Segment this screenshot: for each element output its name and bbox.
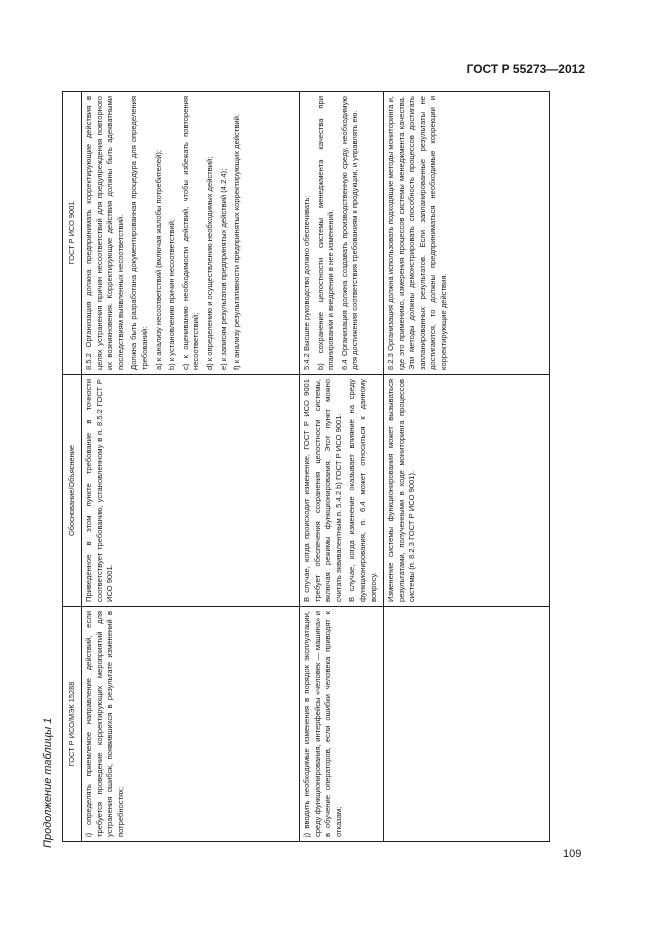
cell-text: 6.4 Организация должна создавать производственную среду, необходимую для достижения соответствия требованиям к продукции, и управлять ею.	[339, 96, 360, 370]
column-header: ГОСТ Р ИСО 9001	[63, 92, 82, 375]
cell-text: b) к установлению причин несоответствий;	[167, 219, 177, 370]
page-number: 109	[563, 848, 582, 860]
comparison-table	[62, 91, 550, 842]
cell-text: c) к оцениванию необходимости действий, чтобы избежать повторения несоответствий;	[180, 96, 201, 370]
cell-text: a) к анализу несоответствий (включая жалобы потребителей);	[153, 150, 163, 370]
table-cell	[82, 92, 300, 375]
cell-text: 8.2.3 Организация должна использовать подходящие методы мониторинга и, где это применимо, измерения процессов системы менеджмента качества. Эти методы должны демонстрировать способность процессов достигать запланированных результатов. Если запланированные результаты не достигаются, то должны предприниматься необходимые коррекции и корректирующие действия.	[386, 96, 448, 370]
table-header-row	[63, 92, 82, 842]
cell-text: В случае, когда изменение оказывает влияние на среду функционирования, п. 6.4 может относиться к данному вопросу.	[347, 379, 378, 602]
table-cell	[384, 92, 550, 375]
table-cell	[384, 375, 550, 607]
cell-text: b) сохранение целостности системы менеджмента качества при планировании и внедрении в нее изменений.	[315, 96, 336, 370]
rotated-table-container	[62, 92, 550, 842]
table-cell	[300, 375, 384, 607]
cell-text: d) к определению и осуществлению необходимых действий;	[204, 156, 214, 370]
table-cell	[82, 375, 300, 607]
cell-text: В случае, когда происходит изменение, ГОСТ Р ИСО 9001 требует обеспечения сохранения целостности системы, включая режимы функционирования. Этот пункт можно считать эквивалентным п. 5.4.2 b) ГОСТ Р ИСО 9001.	[302, 379, 343, 602]
table-cell	[300, 92, 384, 375]
cell-text: j) вводить необходимые изменения в порядок эксплуатации, среду функционирования, интерфейсы «человек — машина» и в обучение операторов, если ошибки человека приводят к отказам;	[302, 611, 343, 837]
cell-text: 8.5.2 Организация должна предпринимать корректирующие действия в целях устранения причин несоответствий для предупреждения повторного их возникновения. Корректирующие действия должны быть адекватными последствиям выявленных несоответствий.	[84, 96, 125, 370]
cell-text: Приведенное в этом пункте требование в точности соответствует требованию, установленному в п. 8.5.2 ГОСТ Р ИСО 9001.	[84, 379, 115, 602]
table-row	[82, 92, 300, 842]
cell-text: i) определять приемлемое направление действий, если требуется проведение корректирующих мероприятий для устранения ошибок, появившихся в результате изменений в потребностях;	[84, 611, 125, 837]
table-cell	[384, 607, 550, 842]
table-cell	[82, 607, 300, 842]
table-caption: Продолжение таблицы 1	[42, 717, 54, 848]
standard-code: ГОСТ Р 55273—2012	[466, 62, 585, 76]
cell-text: 5.4.2 Высшее руководство должно обеспечивать:	[302, 195, 311, 370]
column-header: ГОСТ Р ИСО/МЭК 15288	[63, 607, 82, 842]
cell-text: f) к анализу результативности предпринятых корректирующих действий.	[232, 114, 242, 370]
table-cell	[300, 607, 384, 842]
cell-text: e) к записям результатов предпринятых действий (4.2.4);	[218, 168, 228, 370]
column-header: Обоснование/Объяснение	[63, 375, 82, 607]
cell-text: Изменение системы функционирования может вызываться результатами, полученными в ходе мониторинга процессов системы (п. 8.2.3 ГОСТ Р ИСО 9001).	[386, 379, 417, 602]
table-row	[300, 92, 384, 842]
cell-text: Должна быть разработана документированная процедура для определения требований:	[129, 96, 149, 370]
table-row	[384, 92, 550, 842]
